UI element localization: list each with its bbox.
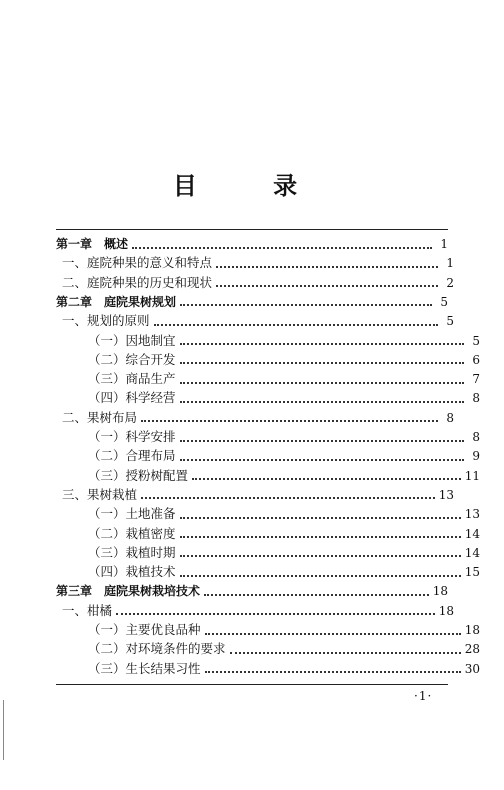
toc-page-number: 8 — [472, 430, 480, 444]
toc-page-number: 14 — [464, 545, 480, 560]
toc-page-number: 2 — [446, 275, 454, 290]
toc-page-number: 6 — [472, 352, 480, 367]
toc-entry — [56, 505, 480, 523]
toc-page-number: 7 — [472, 372, 480, 387]
toc-page-number: 28 — [464, 642, 480, 657]
toc-label: （二）合理布局 — [88, 448, 176, 464]
toc-entry — [56, 312, 454, 330]
dot-leader — [205, 670, 461, 673]
toc-entry — [56, 563, 480, 581]
dot-leader — [116, 612, 435, 615]
toc-label: 三、果树栽植 — [62, 486, 138, 502]
toc-label: （一）科学安排 — [88, 429, 176, 444]
scan-edge-line — [3, 700, 4, 760]
toc-label: （一）主要优良品种 — [88, 622, 201, 637]
toc-entry — [56, 428, 480, 446]
dot-leader — [216, 284, 438, 287]
toc-entry — [56, 409, 454, 427]
toc-page-number: 15 — [464, 565, 480, 580]
toc-entry — [56, 640, 480, 658]
toc-chapter — [56, 582, 448, 600]
toc-page-number: 14 — [464, 526, 480, 541]
dot-leader — [205, 632, 461, 635]
toc-entry — [56, 370, 480, 388]
toc-chapter — [56, 235, 448, 253]
toc-entry — [56, 486, 454, 504]
dot-leader — [141, 496, 435, 499]
dot-leader — [180, 574, 461, 577]
toc-page-number: 18 — [464, 623, 480, 637]
toc-label: （二）栽植密度 — [88, 525, 176, 541]
toc-page-number: 8 — [446, 410, 454, 425]
toc-label: （三）栽植时期 — [88, 544, 176, 560]
toc-entry — [56, 544, 480, 562]
toc-label: 二、果树布局 — [62, 409, 138, 425]
dot-leader — [180, 458, 464, 461]
toc-page-number: 18 — [432, 584, 448, 599]
toc-label: （二）综合开发 — [88, 351, 176, 367]
toc-entry — [56, 351, 480, 369]
toc-chapter — [56, 293, 448, 311]
toc-entry — [56, 525, 480, 543]
toc-label: （三）商品生产 — [88, 371, 176, 387]
toc-label: 第一章 概述 — [56, 237, 129, 251]
toc-label: （一）土地准备 — [88, 506, 176, 522]
dot-leader — [180, 342, 464, 345]
toc-label: 第三章 庭院果树栽培技术 — [56, 584, 201, 599]
toc-page-number: 8 — [472, 391, 480, 406]
dot-leader — [180, 535, 461, 538]
toc-page-number: 30 — [464, 661, 480, 676]
toc-entry — [56, 254, 454, 272]
toc-page-number: 5 — [472, 333, 480, 348]
dot-leader — [180, 361, 464, 364]
dot-leader — [180, 303, 432, 306]
toc-entry — [56, 602, 454, 620]
toc-page-number: 18 — [438, 603, 454, 618]
toc-page-number: 13 — [464, 507, 480, 522]
toc-entry — [56, 467, 480, 485]
bottom-rule — [56, 684, 448, 685]
dot-leader — [180, 381, 464, 384]
dot-leader — [180, 516, 461, 519]
dot-leader — [154, 323, 438, 326]
toc-label: 一、规划的原则 — [62, 313, 150, 329]
toc-label: 一、柑橘 — [62, 602, 113, 618]
toc-page-number: 9 — [472, 449, 480, 464]
dot-leader — [180, 400, 464, 403]
toc-page-number: 1 — [440, 237, 448, 251]
toc-page-number: 1 — [446, 256, 454, 271]
toc-entry — [56, 660, 480, 678]
dot-leader — [132, 246, 432, 249]
toc-entry — [56, 332, 480, 350]
dot-leader — [180, 439, 464, 442]
toc-page-number: 13 — [438, 487, 454, 502]
toc-label: （四）栽植技术 — [88, 564, 176, 580]
page-title: 目 录 — [172, 172, 332, 200]
toc-page-number: 11 — [464, 468, 480, 483]
toc-label: （二）对环境条件的要求 — [88, 641, 226, 657]
top-rule — [56, 229, 448, 230]
dot-leader — [230, 651, 461, 654]
toc-label: 一、庭院种果的意义和特点 — [62, 255, 213, 271]
toc-page-number: 5 — [446, 314, 454, 329]
toc-entry — [56, 621, 480, 639]
dot-leader — [180, 554, 461, 557]
dot-leader — [216, 265, 438, 268]
page-number: ·1· — [414, 689, 433, 703]
toc-label: （三）生长结果习性 — [88, 660, 201, 676]
toc-entry — [56, 274, 454, 292]
dot-leader — [204, 593, 429, 596]
toc-label: （三）授粉树配置 — [88, 467, 189, 483]
toc-entry — [56, 447, 480, 465]
dot-leader — [192, 477, 461, 480]
toc-label: （四）科学经营 — [88, 390, 176, 406]
dot-leader — [141, 419, 438, 422]
toc-label: 第二章 庭院果树规划 — [56, 294, 177, 309]
toc-label: （一）因地制宜 — [88, 332, 176, 348]
toc-label: 二、庭院种果的历史和现状 — [62, 274, 213, 290]
toc-page-number: 5 — [440, 294, 448, 309]
toc-entry — [56, 389, 480, 407]
